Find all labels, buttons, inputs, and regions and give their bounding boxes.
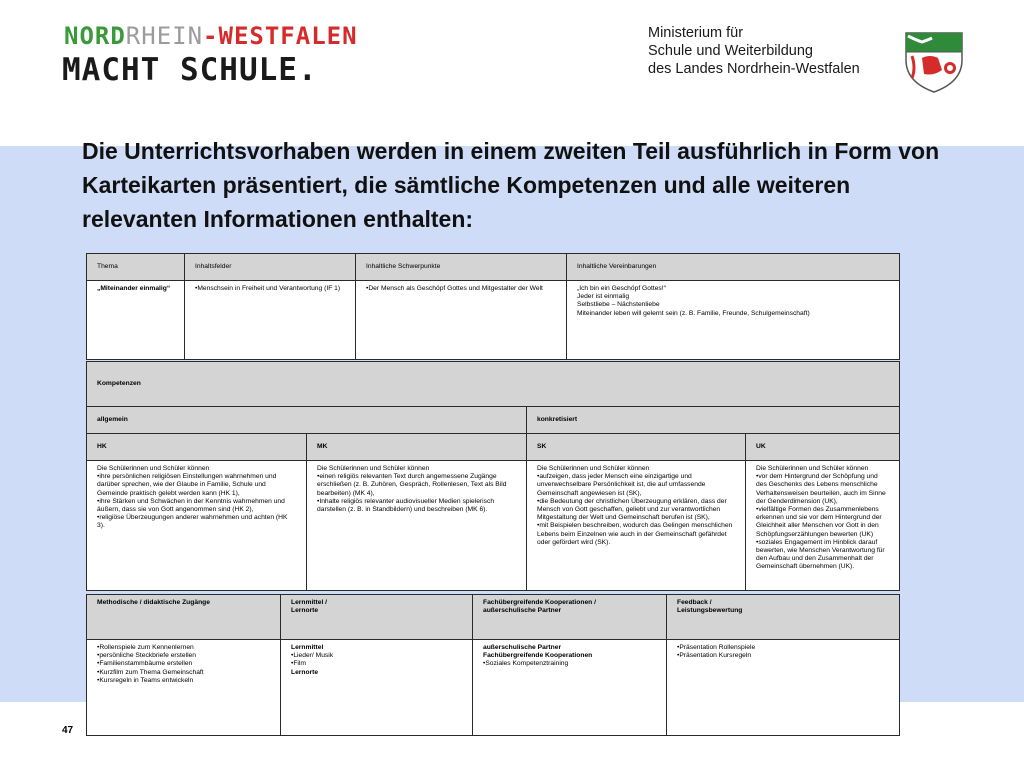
header-inhaltsfelder: Inhaltsfelder bbox=[185, 254, 356, 281]
header-mk: MK bbox=[307, 434, 527, 461]
cell-methoden: •Rollenspiele zum Kennenlernen •persönliche Steckbriefe erstellen •Familienstammbäume erstellen •Kurzfilm zum Thema Gemeinschaft •Kursregeln in Teams entwickeln bbox=[87, 640, 281, 736]
cell-vereinbarungen: „Ich bin ein Geschöpf Gottes!“ Jeder ist einmalig Selbstliebe – Nächstenliebe Miteinander leben will gelernt sein (z. B. Familie, Freunde, Schulgemeinschaft) bbox=[567, 281, 900, 360]
allgemein-header: allgemein bbox=[87, 407, 527, 434]
nrw-coat-of-arms-icon bbox=[902, 30, 966, 94]
cell-uk: Die Schülerinnen und Schüler können •vor dem Hintergrund der Schöpfung und des Geschenks des Lebens menschliche Verhaltensweisen beurteilen, auch im Sinne der Genderdimension (UK), •vielfältige Formen des Zusammenlebens erkennen und sie vor dem Hintergrund der Gleichheit aller Menschen vor Gott in den Schöpfungserzählungen bewerten (UK) •soziales Engagement im Hinblick darauf bewerten, wie Menschen Verantwortung für den Aufbau und den Zusammenhalt der Gemeinschaft übernehmen (UK). bbox=[746, 461, 900, 591]
kompetenzen-title: Kompetenzen bbox=[87, 362, 900, 407]
logo-macht-schule: MACHT SCHULE. bbox=[62, 52, 318, 88]
header-kooperationen: Fachübergreifende Kooperationen / außerschulische Partner bbox=[473, 595, 667, 640]
konkretisiert-header: konkretisiert bbox=[527, 407, 900, 434]
cell-feedback: •Präsentation Rollenspiele •Präsentation Kursregeln bbox=[667, 640, 900, 736]
page-number: 47 bbox=[62, 725, 74, 736]
cell-hk: Die Schülerinnen und Schüler können •ihre persönlichen religiösen Einstellungen wahrnehmen und darüber sprechen, wie der Glaube in Familie, Schule und Gemeinde praktisch gelebt werden kann (HK 1), •ihre Stärken und Schwächen in der Kenntnis wahrnehmen und äußern, dass sie von Gott angenommen sind (HK 2), •religiöse Überzeugungen anderer wahrnehmen und achten (HK 3). bbox=[87, 461, 307, 591]
header-feedback: Feedback / Leistungsbewertung bbox=[667, 595, 900, 640]
cell-mk: Die Schülerinnen und Schüler können •einen religiös relevanten Text durch angemessene Zugänge erschließen (z. B. Zuhören, Gespräch, Rollenlesen, Text als Bild bearbeiten) (MK 4), •Inhalte religiös relevanter audiovisueller Medien spielerisch darstellen (z. B. in Standbildern) und beschreiben (MK 6). bbox=[307, 461, 527, 591]
competences-table bbox=[86, 361, 900, 591]
header-thema: Thema bbox=[87, 254, 185, 281]
page-title: Die Unterrichtsvorhaben werden in einem zweiten Teil ausführlich in Form von Karteikarten präsentiert, die sämtliche Kompetenzen und alle weiteren relevanten Informationen enthalten: bbox=[82, 138, 940, 232]
header-vereinbarungen: Inhaltliche Vereinbarungen bbox=[567, 254, 900, 281]
header-lernmittel: Lernmittel / Lernorte bbox=[281, 595, 473, 640]
header-uk: UK bbox=[746, 434, 900, 461]
ministry-name: Ministerium für Schule und Weiterbildung des Landes Nordrhein-Westfalen bbox=[648, 25, 860, 77]
cell-inhaltsfelder: •Menschsein in Freiheit und Verantwortung (IF 1) bbox=[185, 281, 356, 360]
cell-lernmittel: Lernmittel •Lieder/ Musik •Film Lernorte bbox=[281, 640, 473, 736]
header-schwerpunkte: Inhaltliche Schwerpunkte bbox=[356, 254, 567, 281]
cell-thema: „Miteinander einmalig“ bbox=[87, 281, 185, 360]
methods-table bbox=[86, 594, 900, 736]
logo-nrw: NORDRHEIN-WESTFALEN bbox=[64, 22, 358, 50]
cell-schwerpunkte: •Der Mensch als Geschöpf Gottes und Mitgestalter der Welt bbox=[356, 281, 567, 360]
header-sk: SK bbox=[527, 434, 746, 461]
topic-table bbox=[86, 253, 900, 360]
cell-kooperationen: außerschulische Partner Fachübergreifende Kooperationen •Soziales Kompetenztraining bbox=[473, 640, 667, 736]
header-methoden: Methodische / didaktische Zugänge bbox=[87, 595, 281, 640]
cell-sk: Die Schülerinnen und Schüler können •aufzeigen, dass jeder Mensch eine einzigartige und unverwechselbare Persönlichkeit ist, die auf umfassende Gemeinschaft angewiesen ist (SK), •die Bedeutung der christlichen Überzeugung erklären, dass der Mensch von Gott geschaffen, geliebt und zur verantwortlichen Mitgestaltung der Welt und Gemeinschaft berufen ist (SK), •mit Beispielen beschreiben, wodurch das Gelingen menschlichen Lebens beim Einzelnen wie auch in der Gemeinschaft gefährdet oder gefördert wird (SK). bbox=[527, 461, 746, 591]
header-hk: HK bbox=[87, 434, 307, 461]
